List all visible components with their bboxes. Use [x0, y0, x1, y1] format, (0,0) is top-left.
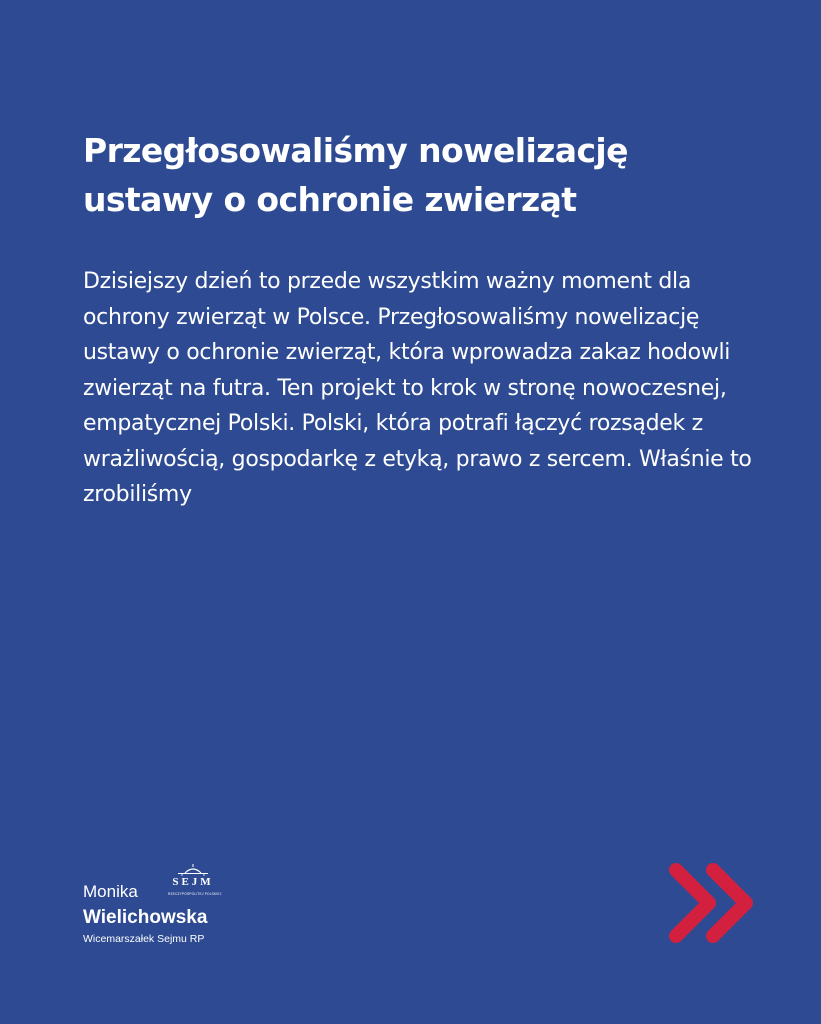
sejm-subtitle: RZECZYPOSPOLITEJ POLSKIEJ [168, 892, 222, 896]
author-role: Wicemarszałek Sejmu RP [83, 933, 205, 945]
sejm-logo [168, 862, 222, 900]
post-headline: Przegłosowaliśmy nowelizację ustawy o ochronie zwierząt [83, 131, 628, 219]
double-chevron-right-icon[interactable] [666, 860, 758, 946]
author-first-name: Monika [83, 882, 138, 901]
author-last-name: Wielichowska [83, 907, 208, 928]
post-body-text: Dzisiejszy dzień to przede wszystkim ważny moment dla ochrony zwierząt w Polsce. Przegłosowaliśmy nowelizację ustawy o ochronie zwierząt, która wprowadza zakaz hodowli zwierząt na futra. Ten projekt to krok w stronę nowoczesnej, empatycznej Polski. Polski, która potrafi łączyć rozsądek z wrażliwością, gospodarkę z etyką, prawo z sercem. Właśnie to zrobiliśmy [83, 269, 752, 507]
author-signature [83, 862, 263, 952]
sejm-wordmark: SEJM [172, 876, 214, 888]
